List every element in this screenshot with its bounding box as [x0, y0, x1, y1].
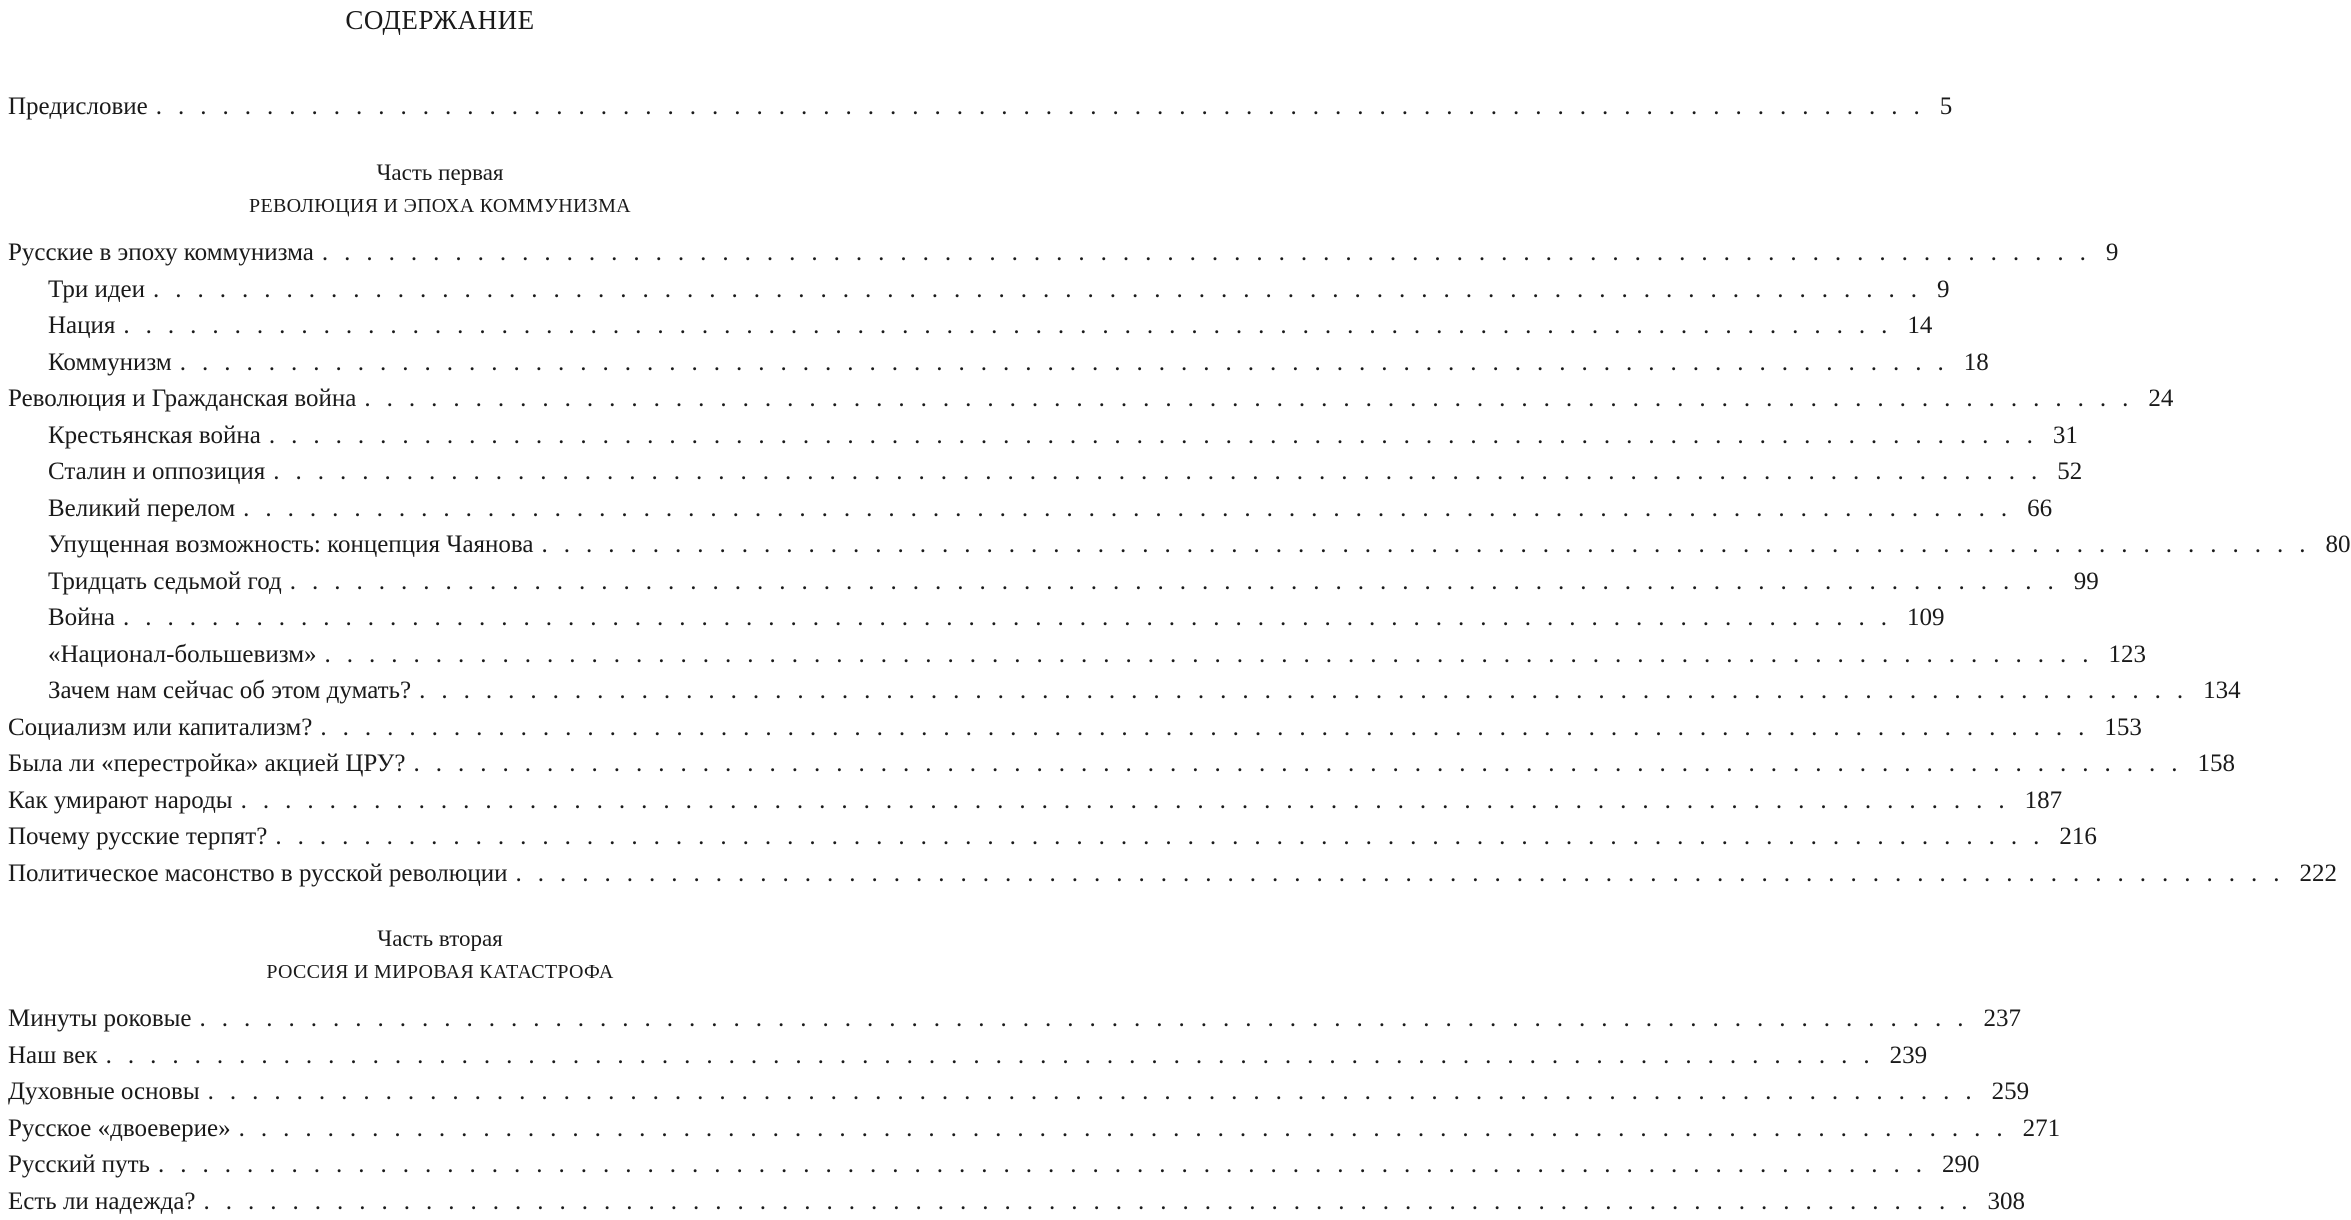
toc-entry-title: Великий перелом	[48, 491, 243, 528]
toc-entry-leader: ................................................................................	[153, 272, 1933, 309]
toc-entry-title: Русское «двоеверие»	[8, 1111, 239, 1148]
toc-entry[interactable]	[8, 527, 872, 564]
toc-entry-leader: ................................................................................	[158, 1147, 1938, 1184]
toc-entry-leader: ................................................................................	[322, 235, 2102, 272]
toc-entry-page: 9	[2102, 235, 2119, 272]
toc-entry-leader: ................................................................................	[290, 564, 2070, 601]
toc-entry-title: Наш век	[8, 1038, 106, 1075]
toc-entry[interactable]	[8, 89, 872, 126]
toc-entry-leader: ................................................................................	[123, 600, 1903, 637]
toc-entry-leader: ................................................................................	[241, 783, 2021, 820]
toc-entry[interactable]	[8, 710, 872, 747]
toc-entry-leader: ................................................................................	[204, 1184, 1984, 1220]
preface-list	[8, 89, 872, 126]
toc-entry-title: Как умирают народы	[8, 783, 241, 820]
toc-entry-title: Русский путь	[8, 1147, 158, 1184]
toc-entry-page: 66	[2023, 491, 2052, 528]
toc-entry-title: Коммунизм	[48, 345, 180, 382]
toc-entry-title: Минуты роковые	[8, 1001, 200, 1038]
part2-title: РОССИЯ И МИРОВАЯ КАТАСТРОФА	[8, 958, 872, 986]
toc-entry[interactable]	[8, 1184, 872, 1220]
toc-entry[interactable]	[8, 345, 872, 382]
toc-entry[interactable]	[8, 491, 872, 528]
toc-entry-title: Революция и Гражданская война	[8, 381, 364, 418]
toc-entry[interactable]	[8, 235, 872, 272]
toc-entry[interactable]	[8, 1147, 872, 1184]
toc-entry-page: 239	[1886, 1038, 1928, 1075]
toc-entry-title: Нация	[48, 308, 123, 345]
toc-entry[interactable]	[8, 1001, 872, 1038]
toc-entry-page: 153	[2100, 710, 2142, 747]
toc-entry-leader: ................................................................................	[320, 710, 2100, 747]
toc-entry[interactable]	[8, 1111, 872, 1148]
toc-entry[interactable]	[8, 819, 872, 856]
toc-entry-page: 308	[1984, 1184, 2026, 1220]
toc-entry-leader: ................................................................................	[273, 454, 2053, 491]
toc-entry-leader: ................................................................................	[200, 1001, 1980, 1038]
toc-entry-title: Социализм или капитализм?	[8, 710, 320, 747]
toc-entry[interactable]	[8, 272, 872, 309]
part1-label: Часть первая	[8, 158, 872, 188]
toc-entry-leader: ................................................................................	[275, 819, 2055, 856]
toc-entry-leader: ................................................................................	[542, 527, 2322, 564]
part1-entries	[8, 235, 872, 892]
toc-entry-title: «Национал-большевизм»	[48, 637, 325, 674]
toc-entry-page: 237	[1980, 1001, 2022, 1038]
part2-heading	[8, 924, 872, 986]
toc-entry-page: 134	[2199, 673, 2241, 710]
toc-entry-page: 80	[2322, 527, 2351, 564]
toc-entry-leader: ................................................................................	[106, 1038, 1886, 1075]
toc-entry[interactable]	[8, 637, 872, 674]
toc-entry[interactable]	[8, 564, 872, 601]
toc-title: СОДЕРЖАНИЕ	[8, 4, 872, 36]
toc-entry-title: Тридцать седьмой год	[48, 564, 290, 601]
toc-entry-title: Есть ли надежда?	[8, 1184, 204, 1220]
toc-entry-title: Упущенная возможность: концепция Чаянова	[48, 527, 542, 564]
toc-entry-page: 216	[2055, 819, 2097, 856]
toc-entry-leader: ................................................................................	[156, 89, 1936, 126]
toc-entry[interactable]	[8, 381, 872, 418]
toc-entry-leader: ................................................................................	[419, 673, 2199, 710]
toc-entry-page: 109	[1903, 600, 1945, 637]
toc-entry[interactable]	[8, 673, 872, 710]
toc-entry-page: 271	[2019, 1111, 2061, 1148]
toc-entry[interactable]	[8, 600, 872, 637]
toc-entry-title: Была ли «перестройка» акцией ЦРУ?	[8, 746, 413, 783]
part2-label: Часть вторая	[8, 924, 872, 954]
toc-entry-page: 5	[1936, 89, 1953, 126]
toc-entry[interactable]	[8, 1038, 872, 1075]
toc-entry-page: 259	[1988, 1074, 2030, 1111]
toc-entry-leader: ................................................................................	[123, 308, 1903, 345]
toc-entry-title: Русские в эпоху коммунизма	[8, 235, 322, 272]
toc-entry-page: 14	[1903, 308, 1932, 345]
toc-entry-page: 52	[2053, 454, 2082, 491]
toc-entry[interactable]	[8, 856, 872, 893]
toc-entry-leader: ................................................................................	[180, 345, 1960, 382]
toc-entry-title: Духовные основы	[8, 1074, 208, 1111]
toc-entry-title: Предисловие	[8, 89, 156, 126]
toc-entry-leader: ................................................................................	[325, 637, 2105, 674]
part1-title: РЕВОЛЮЦИЯ И ЭПОХА КОММУНИЗМА	[8, 192, 872, 220]
toc-entry-leader: ................................................................................	[208, 1074, 1988, 1111]
toc-entry-leader: ................................................................................	[516, 856, 2296, 893]
toc-entry-title: Война	[48, 600, 123, 637]
toc-entry-title: Три идеи	[48, 272, 153, 309]
toc-entry-title: Зачем нам сейчас об этом думать?	[48, 673, 419, 710]
toc-entry-page: 290	[1938, 1147, 1980, 1184]
toc-entry[interactable]	[8, 308, 872, 345]
toc-entry-page: 18	[1960, 345, 1989, 382]
toc-entry-page: 158	[2193, 746, 2235, 783]
toc-entry-page: 187	[2021, 783, 2063, 820]
part1-heading	[8, 158, 872, 220]
toc-entry-leader: ................................................................................	[413, 746, 2193, 783]
part2-entries	[8, 1001, 872, 1220]
toc-entry[interactable]	[8, 1074, 872, 1111]
toc-entry-title: Сталин и оппозиция	[48, 454, 273, 491]
toc-entry-title: Почему русские терпят?	[8, 819, 275, 856]
toc-entry-page: 31	[2049, 418, 2078, 455]
toc-entry-page: 24	[2144, 381, 2173, 418]
toc-entry-page: 9	[1933, 272, 1950, 309]
toc-entry[interactable]	[8, 746, 872, 783]
toc-entry[interactable]	[8, 454, 872, 491]
toc-entry-page: 123	[2105, 637, 2147, 674]
toc-entry-title: Крестьянская война	[48, 418, 269, 455]
toc-entry-leader: ................................................................................	[239, 1111, 2019, 1148]
toc-entry-page: 99	[2070, 564, 2099, 601]
toc-entry[interactable]	[8, 418, 872, 455]
toc-entry-leader: ................................................................................	[364, 381, 2144, 418]
toc-entry-leader: ................................................................................	[243, 491, 2023, 528]
toc-entry-leader: ................................................................................	[269, 418, 2049, 455]
toc-entry[interactable]	[8, 783, 872, 820]
toc-entry-page: 222	[2296, 856, 2338, 893]
toc-entry-title: Политическое масонство в русской революции	[8, 856, 516, 893]
